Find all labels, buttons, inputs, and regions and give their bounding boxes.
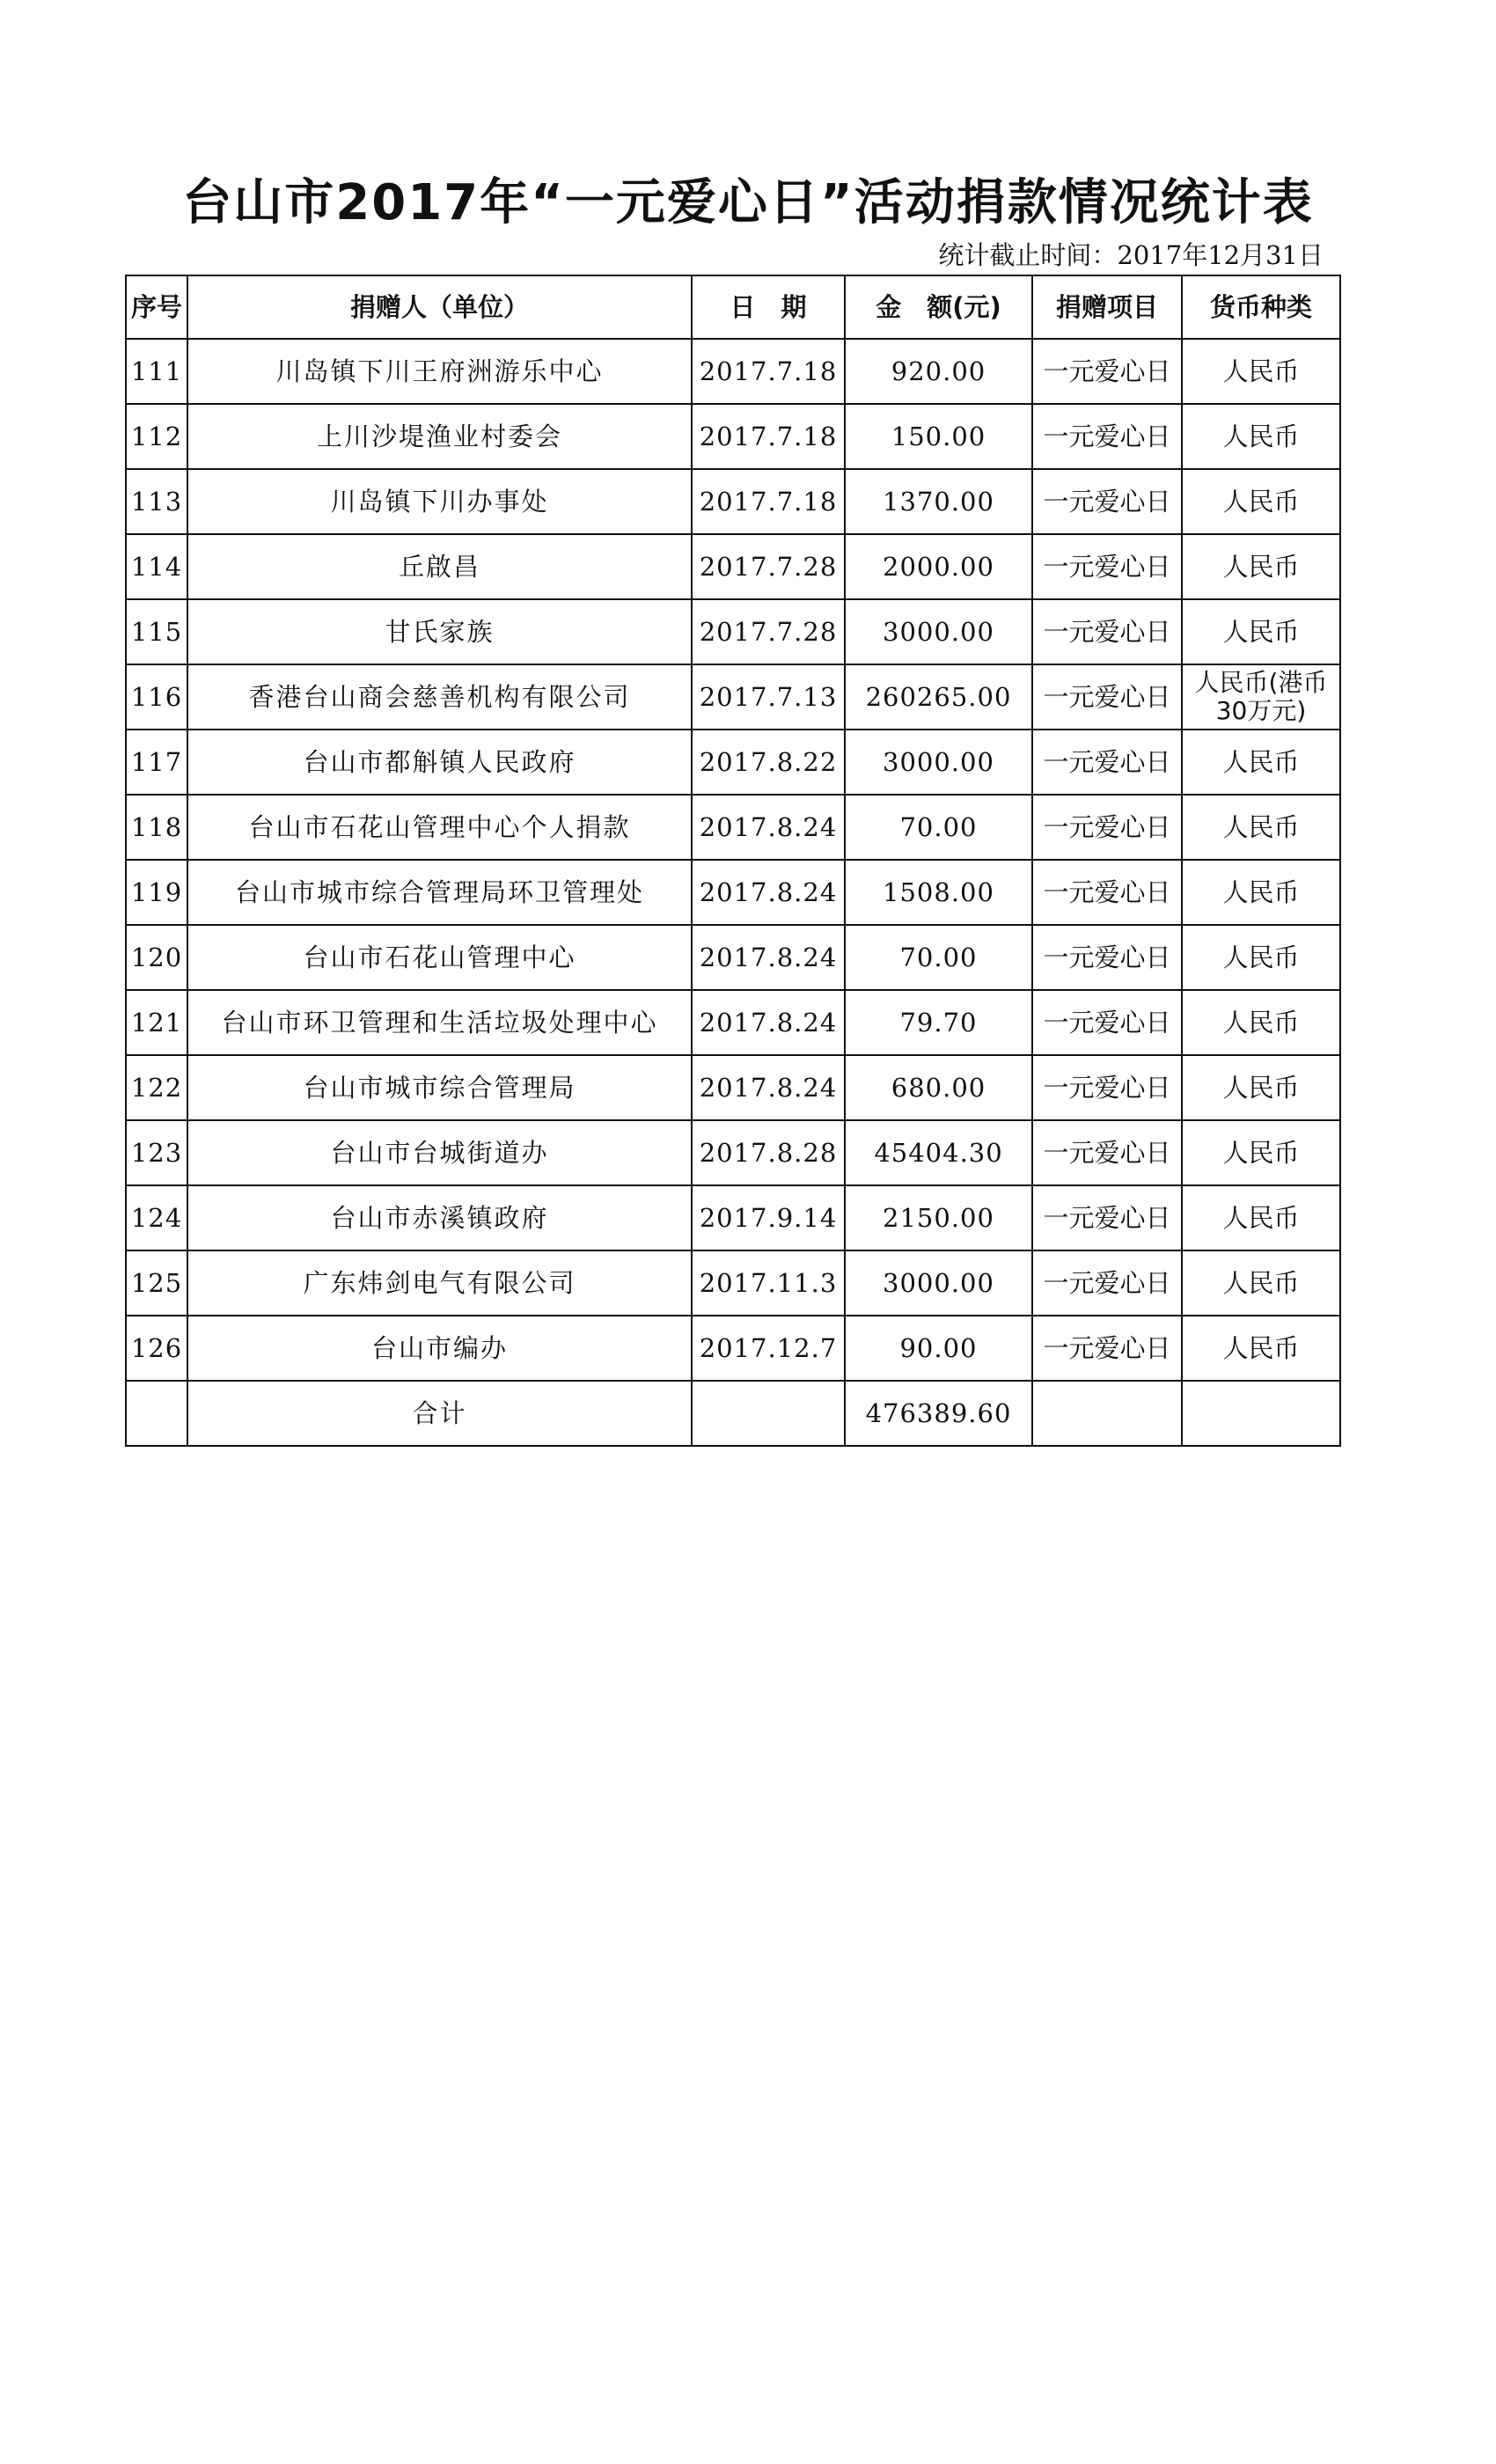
cell-currency: 人民币 bbox=[1182, 1055, 1340, 1120]
header-currency: 货币种类 bbox=[1182, 275, 1340, 339]
cell-date: 2017.8.24 bbox=[692, 1055, 845, 1120]
cell-index: 124 bbox=[126, 1185, 187, 1250]
header-date: 日 期 bbox=[692, 275, 845, 339]
cell-donor: 川岛镇下川王府洲游乐中心 bbox=[187, 339, 692, 404]
cell-date: 2017.8.24 bbox=[692, 990, 845, 1055]
cell-amount: 90.00 bbox=[845, 1316, 1032, 1381]
cell-amount: 150.00 bbox=[845, 404, 1032, 469]
cell-project: 一元爱心日 bbox=[1032, 1316, 1182, 1381]
cell-currency: 人民币 bbox=[1182, 1316, 1340, 1381]
cell-currency: 人民币 bbox=[1182, 404, 1340, 469]
cell-currency: 人民币 bbox=[1182, 469, 1340, 534]
cell-project: 一元爱心日 bbox=[1032, 1185, 1182, 1250]
cell-total-empty bbox=[126, 1381, 187, 1446]
cell-donor: 台山市石花山管理中心 bbox=[187, 925, 692, 990]
cell-currency: 人民币 bbox=[1182, 730, 1340, 795]
cell-donor: 台山市台城街道办 bbox=[187, 1120, 692, 1185]
table-row bbox=[126, 534, 1340, 599]
cell-currency: 人民币 bbox=[1182, 795, 1340, 860]
donation-table bbox=[125, 275, 1341, 1447]
table-row bbox=[126, 469, 1340, 534]
total-row bbox=[126, 1381, 1340, 1446]
cell-amount: 45404.30 bbox=[845, 1120, 1032, 1185]
cell-currency: 人民币 bbox=[1182, 925, 1340, 990]
cell-amount: 3000.00 bbox=[845, 1250, 1032, 1316]
cell-donor: 甘氏家族 bbox=[187, 599, 692, 664]
cell-donor: 台山市城市综合管理局 bbox=[187, 1055, 692, 1120]
cell-amount: 260265.00 bbox=[845, 664, 1032, 730]
page-title: 台山市2017年“一元爱心日”活动捐款情况统计表 bbox=[182, 174, 1314, 231]
cell-currency: 人民币 bbox=[1182, 534, 1340, 599]
table-row bbox=[126, 599, 1340, 664]
cell-date: 2017.8.24 bbox=[692, 795, 845, 860]
cell-date: 2017.8.24 bbox=[692, 860, 845, 925]
cell-donor: 台山市城市综合管理局环卫管理处 bbox=[187, 860, 692, 925]
cell-donor: 广东炜剑电气有限公司 bbox=[187, 1250, 692, 1316]
cell-index: 118 bbox=[126, 795, 187, 860]
cell-index: 119 bbox=[126, 860, 187, 925]
cell-project: 一元爱心日 bbox=[1032, 664, 1182, 730]
cell-currency: 人民币 bbox=[1182, 339, 1340, 404]
table-row bbox=[126, 664, 1340, 730]
cell-date: 2017.9.14 bbox=[692, 1185, 845, 1250]
table-row bbox=[126, 990, 1340, 1055]
cell-index: 115 bbox=[126, 599, 187, 664]
cell-index: 112 bbox=[126, 404, 187, 469]
header-row bbox=[126, 275, 1340, 339]
table-row bbox=[126, 1120, 1340, 1185]
table-row bbox=[126, 1055, 1340, 1120]
cell-project: 一元爱心日 bbox=[1032, 730, 1182, 795]
cell-index: 113 bbox=[126, 469, 187, 534]
cell-amount: 70.00 bbox=[845, 925, 1032, 990]
cell-donor: 丘啟昌 bbox=[187, 534, 692, 599]
cell-donor: 台山市石花山管理中心个人捐款 bbox=[187, 795, 692, 860]
table-row bbox=[126, 925, 1340, 990]
cell-currency: 人民币 bbox=[1182, 1120, 1340, 1185]
cell-project: 一元爱心日 bbox=[1032, 1250, 1182, 1316]
cell-currency: 人民币 bbox=[1182, 1185, 1340, 1250]
table-row bbox=[126, 795, 1340, 860]
header-amount: 金 额(元) bbox=[845, 275, 1032, 339]
cell-index: 122 bbox=[126, 1055, 187, 1120]
cell-donor: 台山市编办 bbox=[187, 1316, 692, 1381]
cell-date: 2017.11.3 bbox=[692, 1250, 845, 1316]
cell-project: 一元爱心日 bbox=[1032, 599, 1182, 664]
table-header bbox=[126, 275, 1340, 339]
cell-amount: 680.00 bbox=[845, 1055, 1032, 1120]
table-row bbox=[126, 1316, 1340, 1381]
cell-index: 117 bbox=[126, 730, 187, 795]
cell-amount: 1370.00 bbox=[845, 469, 1032, 534]
header-index: 序号 bbox=[126, 275, 187, 339]
cell-amount: 3000.00 bbox=[845, 730, 1032, 795]
cell-currency: 人民币 bbox=[1182, 990, 1340, 1055]
cell-project: 一元爱心日 bbox=[1032, 469, 1182, 534]
cell-amount: 70.00 bbox=[845, 795, 1032, 860]
cell-index: 121 bbox=[126, 990, 187, 1055]
table-row bbox=[126, 1185, 1340, 1250]
cell-date: 2017.7.13 bbox=[692, 664, 845, 730]
cell-amount: 79.70 bbox=[845, 990, 1032, 1055]
cell-total-empty bbox=[1032, 1381, 1182, 1446]
cell-project: 一元爱心日 bbox=[1032, 925, 1182, 990]
cell-date: 2017.7.18 bbox=[692, 339, 845, 404]
cell-donor: 川岛镇下川办事处 bbox=[187, 469, 692, 534]
cell-index: 114 bbox=[126, 534, 187, 599]
cell-date: 2017.7.18 bbox=[692, 469, 845, 534]
cell-project: 一元爱心日 bbox=[1032, 1120, 1182, 1185]
cell-donor: 台山市环卫管理和生活垃圾处理中心 bbox=[187, 990, 692, 1055]
cell-donor: 香港台山商会慈善机构有限公司 bbox=[187, 664, 692, 730]
cell-index: 126 bbox=[126, 1316, 187, 1381]
header-project: 捐赠项目 bbox=[1032, 275, 1182, 339]
cell-project: 一元爱心日 bbox=[1032, 339, 1182, 404]
total-amount: 476389.60 bbox=[845, 1381, 1032, 1446]
cell-amount: 2000.00 bbox=[845, 534, 1032, 599]
cell-index: 116 bbox=[126, 664, 187, 730]
cell-project: 一元爱心日 bbox=[1032, 1055, 1182, 1120]
cell-date: 2017.7.28 bbox=[692, 534, 845, 599]
cell-date: 2017.12.7 bbox=[692, 1316, 845, 1381]
cell-index: 123 bbox=[126, 1120, 187, 1185]
table-row bbox=[126, 730, 1340, 795]
cell-donor: 台山市赤溪镇政府 bbox=[187, 1185, 692, 1250]
currency-note: 人民币(港币30万元) bbox=[1194, 668, 1328, 725]
cell-amount: 2150.00 bbox=[845, 1185, 1032, 1250]
cell-total-empty bbox=[1182, 1381, 1340, 1446]
cell-date: 2017.8.28 bbox=[692, 1120, 845, 1185]
cell-amount: 3000.00 bbox=[845, 599, 1032, 664]
cell-amount: 920.00 bbox=[845, 339, 1032, 404]
cell-currency bbox=[1182, 664, 1340, 730]
total-label: 合计 bbox=[187, 1381, 692, 1446]
cell-date: 2017.8.24 bbox=[692, 925, 845, 990]
cell-project: 一元爱心日 bbox=[1032, 860, 1182, 925]
cell-total-empty bbox=[692, 1381, 845, 1446]
cell-project: 一元爱心日 bbox=[1032, 795, 1182, 860]
stat-cutoff-date: 统计截止时间：2017年12月31日 bbox=[938, 240, 1324, 270]
cell-date: 2017.8.22 bbox=[692, 730, 845, 795]
cell-project: 一元爱心日 bbox=[1032, 990, 1182, 1055]
table-row bbox=[126, 339, 1340, 404]
table-row bbox=[126, 860, 1340, 925]
cell-donor: 台山市都斛镇人民政府 bbox=[187, 730, 692, 795]
cell-amount: 1508.00 bbox=[845, 860, 1032, 925]
table-row bbox=[126, 404, 1340, 469]
cell-project: 一元爱心日 bbox=[1032, 404, 1182, 469]
cell-date: 2017.7.18 bbox=[692, 404, 845, 469]
table-row bbox=[126, 1250, 1340, 1316]
table-body bbox=[126, 339, 1340, 1446]
cell-currency: 人民币 bbox=[1182, 599, 1340, 664]
cell-donor: 上川沙堤渔业村委会 bbox=[187, 404, 692, 469]
cell-currency: 人民币 bbox=[1182, 860, 1340, 925]
cell-index: 111 bbox=[126, 339, 187, 404]
cell-currency: 人民币 bbox=[1182, 1250, 1340, 1316]
cell-project: 一元爱心日 bbox=[1032, 534, 1182, 599]
cell-date: 2017.7.28 bbox=[692, 599, 845, 664]
header-donor: 捐赠人（单位） bbox=[187, 275, 692, 339]
cell-index: 125 bbox=[126, 1250, 187, 1316]
cell-index: 120 bbox=[126, 925, 187, 990]
